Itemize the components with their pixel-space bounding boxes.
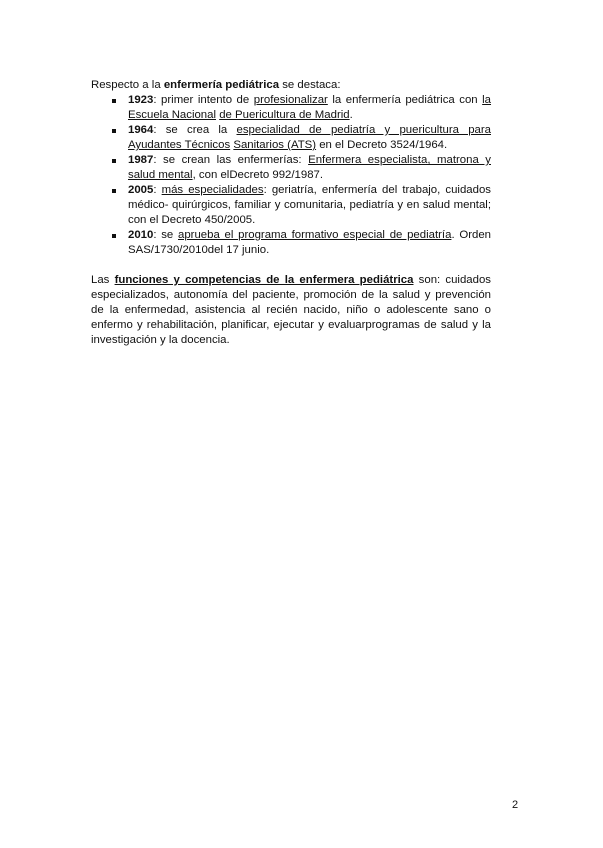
- page-content: [91, 78, 491, 348]
- list-item-1923: [128, 93, 491, 123]
- underlined-term: Sanitarios (ATS): [233, 139, 317, 151]
- item-text: , con elDecreto 992/1987.: [192, 169, 324, 181]
- item-text: : se: [153, 229, 178, 241]
- functions-text-end: son: cuidados especializados, autonomía del paciente, promoción de la salud y prevención de la enfermedad, asistencia al recién nacido, niño o adolescente sano o enfermo y rehabilitación, planificar, ejecutar y evaluarprogramas de salud y la investigación y la docencia.: [91, 274, 491, 346]
- item-text: :: [153, 184, 162, 196]
- underlined-term: profesionalizar: [253, 94, 328, 106]
- item-text: en el Decreto 3524/1964.: [316, 139, 448, 151]
- underlined-term: aprueba el programa formativo especial de pediatría: [178, 229, 452, 241]
- year-label: 1987: [128, 154, 154, 166]
- list-item-2010: [128, 228, 491, 258]
- list-item-1987: [128, 153, 491, 183]
- underlined-term: de Puericultura de Madrid: [219, 109, 350, 121]
- list-item-1964: [128, 123, 491, 153]
- functions-paragraph: [91, 273, 491, 348]
- item-text: : se crea la: [153, 124, 237, 136]
- list-item-2005: [128, 183, 491, 228]
- underlined-term: especialidad de pediatría y puericultura para Ayudantes Técnicos: [128, 124, 491, 151]
- intro-line: [91, 78, 491, 93]
- functions-text: Las: [91, 274, 115, 286]
- underlined-term: más especialidades: [161, 184, 264, 196]
- intro-text: Respecto a la: [91, 79, 164, 91]
- functions-bold-term: funciones y competencias de la enfermera pediátrica: [114, 274, 414, 286]
- intro-bold-term: enfermería pediátrica: [163, 79, 280, 91]
- item-text: . Orden SAS/1730/2010del 17 junio.: [128, 229, 491, 256]
- item-text: : se crean las enfermerías:: [153, 154, 309, 166]
- year-label: 2010: [128, 229, 154, 241]
- year-label: 1923: [128, 94, 154, 106]
- year-label: 1964: [128, 124, 154, 136]
- item-text: la enfermería pediátrica con: [327, 94, 483, 106]
- item-text: .: [349, 109, 353, 121]
- page-number: 2: [512, 799, 519, 811]
- underlined-term: Enfermera especialista, matrona y salud mental: [128, 154, 491, 181]
- item-text: : geriatría, enfermería del trabajo, cuidados médico- quirúrgicos, familiar y comunitaria, pediatría y en salud mental; con el Decreto 450/2005.: [128, 184, 491, 226]
- history-list: [91, 93, 491, 258]
- item-text: : primer intento de: [153, 94, 254, 106]
- year-label: 2005: [128, 184, 154, 196]
- intro-text-end: se destaca:: [279, 79, 341, 91]
- underlined-term: la Escuela Nacional: [128, 94, 492, 121]
